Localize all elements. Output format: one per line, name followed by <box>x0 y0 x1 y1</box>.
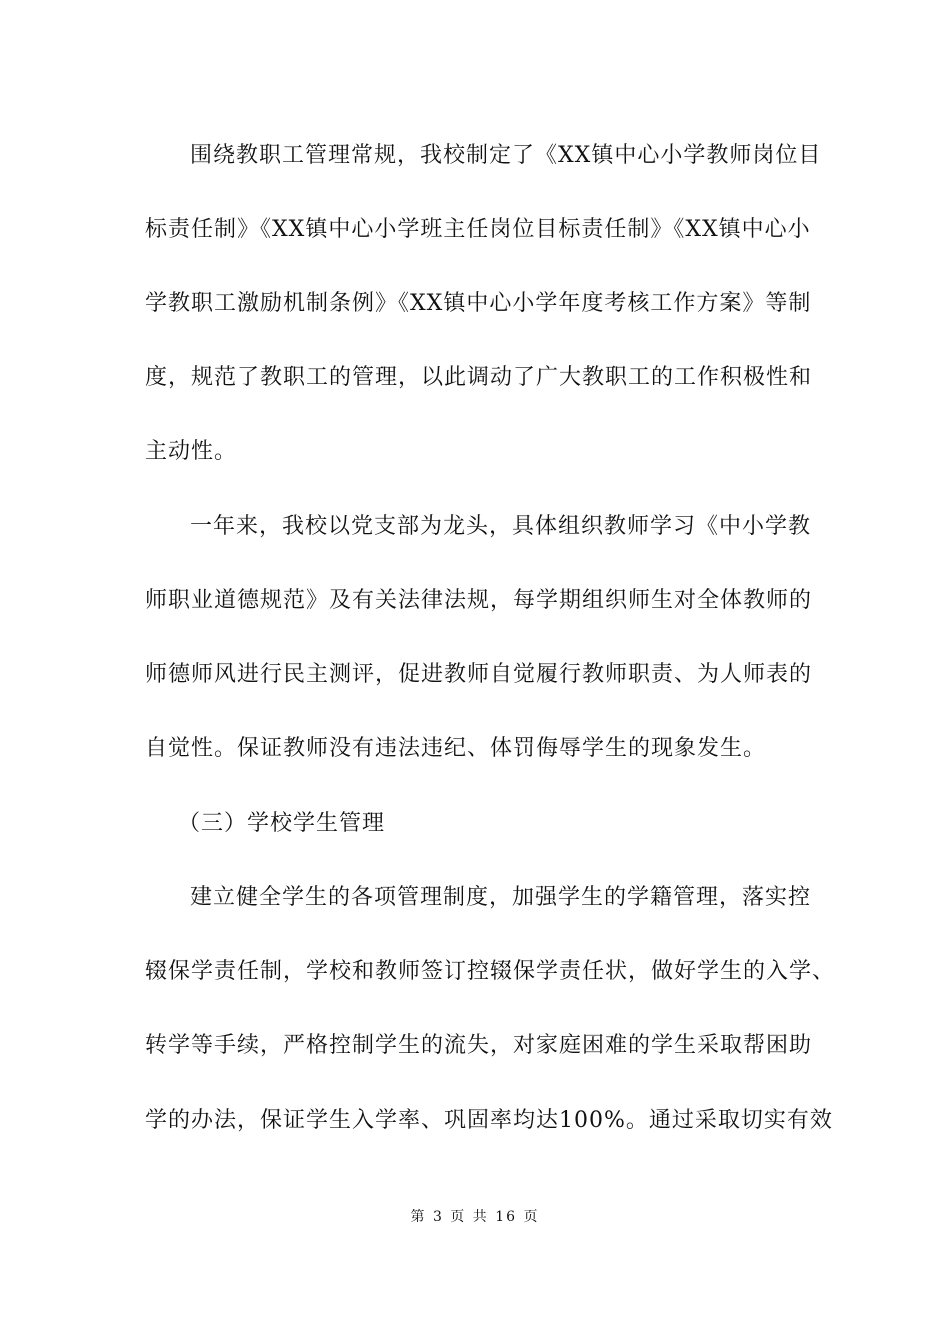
text-line: 师职业道德规范》及有关法律法规，每学期组织师生对全体教师的 <box>145 588 813 613</box>
page-footer: 第 3 页 共 16 页 <box>410 1209 540 1225</box>
text-line: 转学等手续，严格控制学生的流失，对家庭困难的学生采取帮困助 <box>145 1033 813 1058</box>
text-line: 自觉性。保证教师没有违法违纪、体罚侮辱学生的现象发生。 <box>145 736 767 761</box>
text-line: 辍保学责任制，学校和教师签订控辍保学责任状，做好学生的入学、 <box>145 959 836 984</box>
text-line: 学教职工激励机制条例》《XX镇中心小学年度考核工作方案》等制 <box>145 291 812 316</box>
text-line: 度，规范了教职工的管理，以此调动了广大教职工的工作积极性和 <box>145 365 813 390</box>
text-line: 标责任制》《XX镇中心小学班主任岗位目标责任制》《XX镇中心小 <box>145 217 811 242</box>
text-line: 一年来，我校以党支部为龙头，具体组织教师学习《中小学教 <box>190 514 812 539</box>
text-line: 主动性。 <box>145 439 238 464</box>
section-heading: （三）学校学生管理 <box>178 811 386 836</box>
text-line: 师德师风进行民主测评，促进教师自觉履行教师职责、为人师表的 <box>145 662 813 687</box>
text-line: 学的办法，保证学生入学率、巩固率均达100%。通过采取切实有效 <box>145 1108 833 1133</box>
text-line: 建立健全学生的各项管理制度，加强学生的学籍管理，落实控 <box>190 885 812 910</box>
text-line: 围绕教职工管理常规，我校制定了《XX镇中心小学教师岗位目 <box>190 143 822 168</box>
